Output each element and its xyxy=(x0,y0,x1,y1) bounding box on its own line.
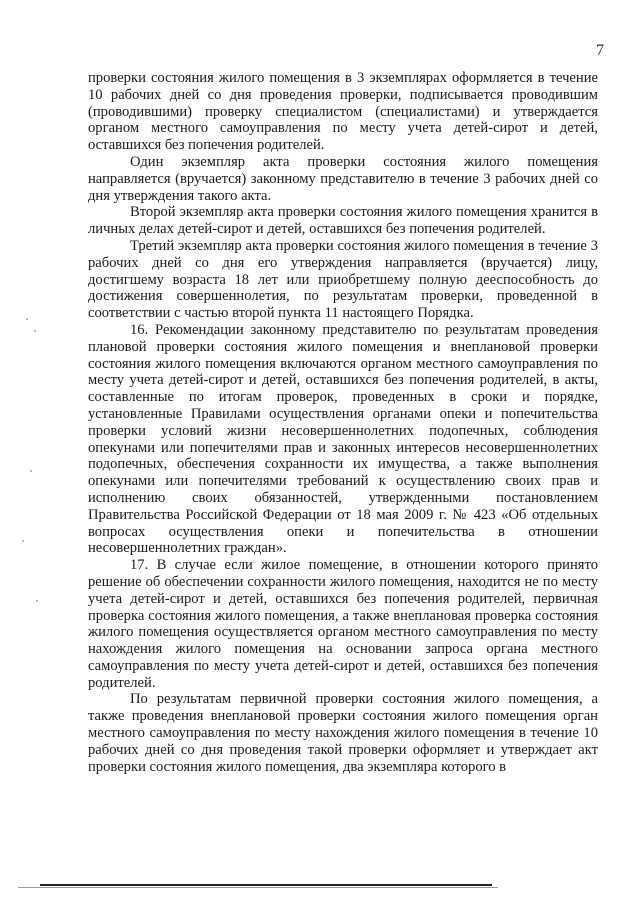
paragraph-item-17: 17. В случае если жилое помещение, в отношении которого принято решение об обеспечении сохранности жилого помещения, находится не по месту учета детей-сирот и детей, оставшихся без попечения родителей, первичная проверка состояния жилого помещения, а также внеплановая проверка состояния жилого помещения осуществляется органом местного самоуправления по месту нахождения жилого помещения на основании запроса органа местного самоуправления по месту учета детей-сирот и детей, оставшихся без попечения родителей. xyxy=(88,557,598,691)
paragraph-item-16: 16. Рекомендации законному представителю по результатам проведения плановой проверки состояния жилого помещения и внеплановой проверки состояния жилого помещения включаются органом местного самоуправления по месту учета детей-сирот и детей, оставшихся без попечения родителей, в акты, составленные по итогам проверок, проведенных в сроки и порядке, установленные Правилами осуществления органами опеки и попечительства проверки условий жизни несовершеннолетних подопечных, соблюдения опекунами или попечителями прав и законных интересов несовершеннолетних подопечных, обеспечения сохранности их имущества, а также выполнения опекунами или попечителями требований к осуществлению своих прав и исполнению своих обязанностей, утвержденными постановлением Правительства Российской Федерации от 18 мая 2009 г. № 423 «Об отдельных вопросах осуществления опеки и попечительства в отношении несовершеннолетних граждан». xyxy=(88,321,598,557)
scan-speck xyxy=(30,470,32,472)
scan-bottom-rule xyxy=(40,884,492,886)
paragraph-first-copy: Один экземпляр акта проверки состояния жилого помещения направляется (вручается) законному представителю в течение 3 рабочих дней со дня утверждения такого акта. xyxy=(88,153,598,204)
scan-bottom-rule-faint xyxy=(18,887,498,888)
paragraph-primary-check-results: По результатам первичной проверки состояния жилого помещения, а также проведения внеплановой проверки состояния жилого помещения орган местного самоуправления по месту нахождения жилого помещения в течение 10 рабочих дней со дня проведения такой проверки оформляет и утверждает акт проверки состояния жилого помещения, два экземпляра которого в xyxy=(88,691,598,775)
page-number: 7 xyxy=(596,42,604,59)
scan-speck xyxy=(36,600,38,602)
document-body xyxy=(88,70,598,775)
paragraph-third-copy: Третий экземпляр акта проверки состояния жилого помещения в течение 3 рабочих дней со дня его утверждения направляется (вручается) лицу, достигшему возраста 18 лет или приобретшему полную дееспособность до достижения совершеннолетия, по результатам проверки, проведенной в соответствии с частью второй пункта 11 настоящего Порядка. xyxy=(88,237,598,322)
paragraph-act-drafting: проверки состояния жилого помещения в 3 экземплярах оформляется в течение 10 рабочих дней со дня проведения проверки, подписывается проводившим (проводившими) проверку специалистом (специалистами) и утверждается органом местного самоуправления по месту учета детей-сирот и детей, оставшихся без попечения родителей. xyxy=(88,70,598,154)
scan-speck xyxy=(34,330,36,332)
paragraph-second-copy: Второй экземпляр акта проверки состояния жилого помещения хранится в личных делах детей-сирот и детей, оставшихся без попечения родителей. xyxy=(88,204,598,238)
scan-speck xyxy=(26,318,28,320)
scan-speck xyxy=(22,540,24,542)
